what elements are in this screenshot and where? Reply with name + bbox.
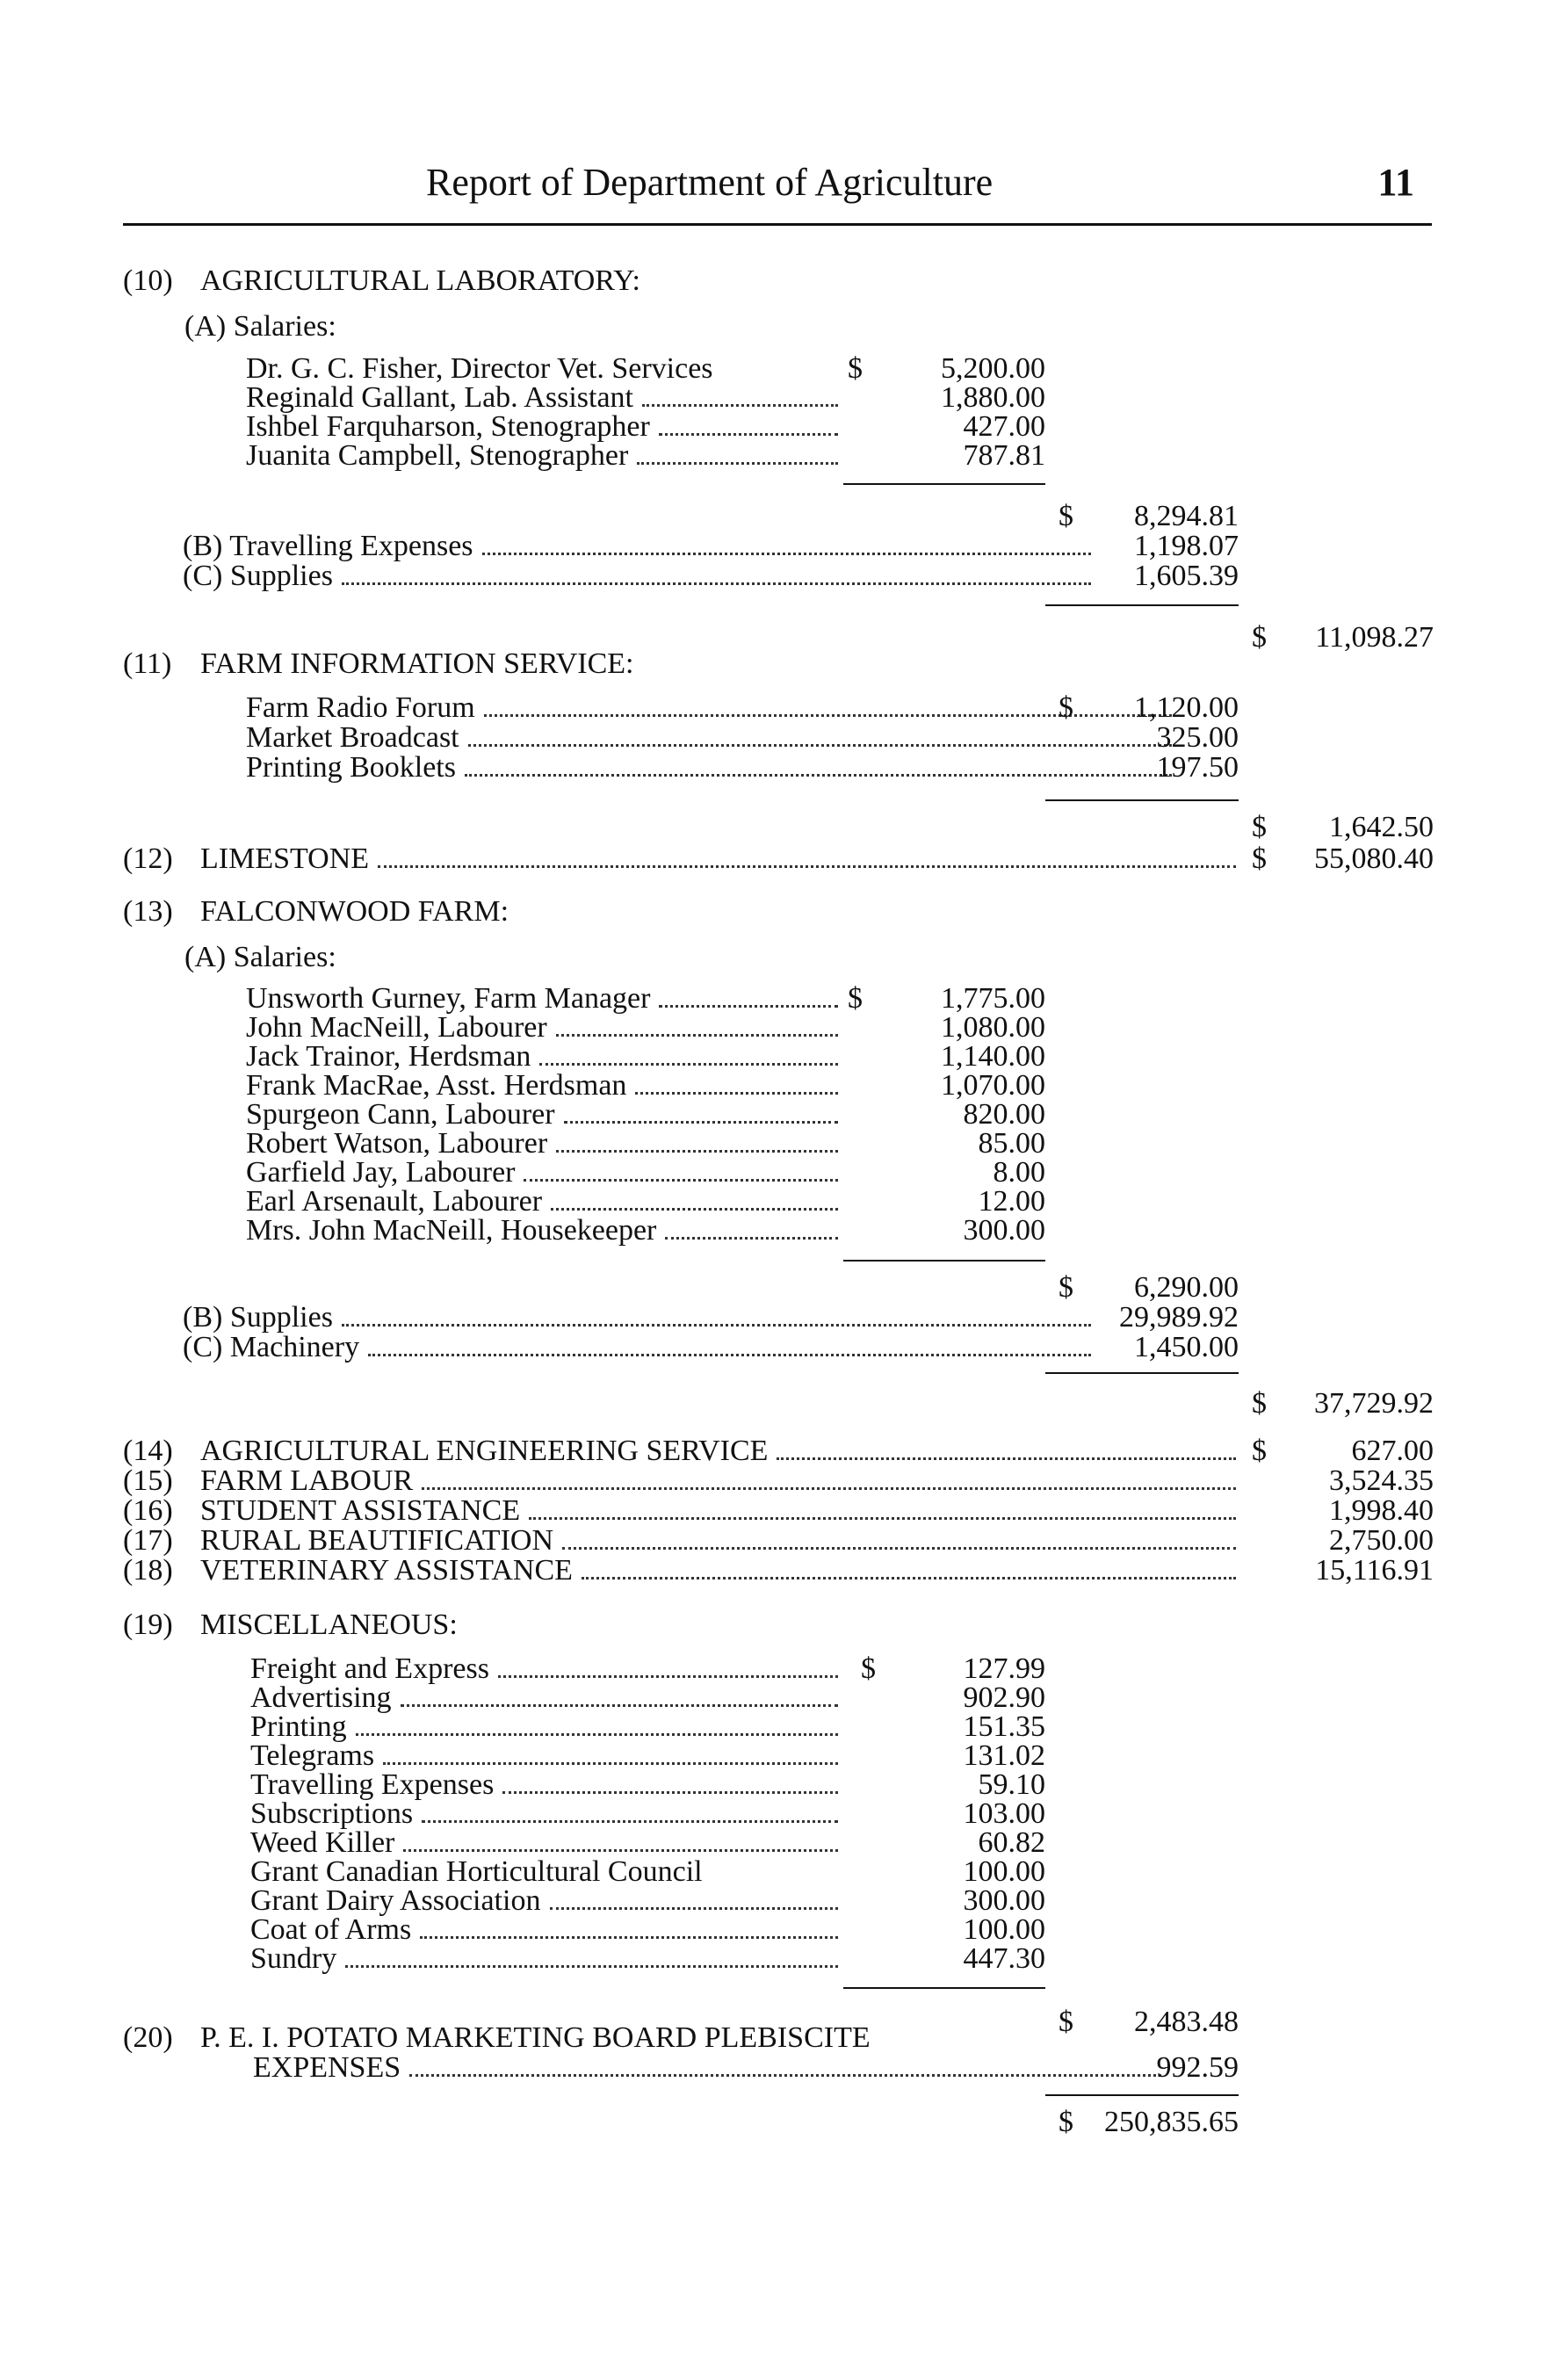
section-number: (19) [123, 1609, 173, 1641]
section-title: AGRICULTURAL ENGINEERING SERVICE [200, 1435, 769, 1467]
section-total: 2,750.00 [1329, 1524, 1434, 1557]
row-label: Advertising [250, 1681, 392, 1714]
row-label: (B) Supplies [183, 1301, 333, 1334]
row-label: Reginald Gallant, Lab. Assistant [246, 381, 633, 414]
section-title: FARM LABOUR [200, 1464, 414, 1497]
leader-dots [642, 404, 838, 407]
row-amount: 1,605.39 [1134, 560, 1239, 592]
leader-dots [562, 1547, 1236, 1550]
currency-symbol: $ [1252, 1387, 1267, 1420]
leader-dots [659, 433, 838, 436]
section-total: 1,998.40 [1329, 1494, 1434, 1527]
table-row [123, 559, 1239, 594]
leader-dots [342, 1324, 1091, 1327]
section-number: (20) [123, 2021, 173, 2054]
currency-symbol: $ [861, 1652, 876, 1685]
subtotal-rule [1045, 1372, 1239, 1374]
row-label: Grant Dairy Association [250, 1884, 541, 1917]
row-label: Frank MacRae, Asst. Herdsman [246, 1069, 627, 1102]
leader-dots [539, 1063, 838, 1066]
leader-dots [524, 1179, 838, 1182]
currency-symbol: $ [1252, 1435, 1267, 1467]
subsection-a-label [184, 940, 712, 975]
section-title: LIMESTONE [200, 842, 370, 875]
row-label: Ishbel Farquharson, Stenographer [246, 410, 650, 443]
subtotal-rule [843, 1260, 1045, 1262]
row-label: Farm Radio Forum [246, 691, 475, 724]
section-heading-13 [123, 894, 1089, 929]
page-number: 11 [1377, 161, 1414, 204]
row-amount: 447.30 [963, 1942, 1045, 1975]
row-label: Spurgeon Cann, Labourer [246, 1098, 555, 1131]
row-label: Mrs. John MacNeill, Housekeeper [246, 1214, 657, 1247]
row-amount: 60.82 [978, 1826, 1045, 1859]
table-row [246, 438, 1045, 474]
row-label: (B) Travelling Expenses [183, 530, 473, 562]
row-label: Travelling Expenses [250, 1768, 495, 1801]
section-title: RURAL BEAUTIFICATION [200, 1524, 554, 1557]
row-amount: 8,294.81 [1134, 500, 1239, 532]
row-label: Market Broadcast [246, 721, 459, 754]
currency-symbol: $ [848, 352, 863, 385]
section-title: P. E. I. POTATO MARKETING BOARD PLEBISCITE [200, 2021, 871, 2054]
row-amount: 5,200.00 [941, 352, 1045, 385]
row-amount: 100.00 [963, 1913, 1045, 1946]
table-row [250, 1941, 1045, 1977]
leader-dots [465, 774, 1172, 777]
row-label: Garfield Jay, Labourer [246, 1156, 516, 1189]
row-amount: 85.00 [978, 1127, 1045, 1160]
row-label: Jack Trainor, Herdsman [246, 1040, 531, 1073]
leader-dots [582, 1577, 1236, 1580]
section-total: 15,116.91 [1315, 1554, 1434, 1587]
leader-dots [383, 1762, 838, 1765]
page-title: Report of Department of Agriculture [426, 161, 994, 204]
row-amount: 427.00 [963, 410, 1045, 443]
section-number: (13) [123, 895, 173, 928]
row-label: Printing [250, 1710, 347, 1743]
subtotal-rule [1045, 604, 1239, 606]
row-label: Freight and Express [250, 1652, 489, 1685]
row-amount: 197.50 [1156, 751, 1239, 784]
section-heading-10 [123, 264, 1441, 299]
grand-total-row [123, 2105, 1239, 2140]
leader-dots [401, 1704, 838, 1707]
row-amount: 1,775.00 [941, 982, 1045, 1015]
section-title: FARM INFORMATION SERVICE: [200, 647, 634, 680]
row-amount: 103.00 [963, 1797, 1045, 1830]
leader-dots [529, 1517, 1236, 1520]
section-number: (10) [123, 264, 173, 297]
row-amount: 6,290.00 [1134, 1271, 1239, 1304]
section-total: 3,524.35 [1329, 1464, 1434, 1497]
row-amount: 787.81 [963, 439, 1045, 472]
section-total: 1,642.50 [1329, 811, 1434, 843]
currency-symbol: $ [1252, 842, 1267, 875]
leader-dots [482, 553, 1091, 555]
row-amount: 59.10 [978, 1768, 1045, 1801]
row-label: (C) Machinery [183, 1331, 360, 1363]
section-title: AGRICULTURAL LABORATORY: [200, 264, 640, 297]
row-label: Coat of Arms [250, 1913, 412, 1946]
row-amount: 29,989.92 [1119, 1301, 1239, 1334]
row-amount: 300.00 [963, 1214, 1045, 1247]
subtotal-rule [1045, 2094, 1239, 2096]
row-label: Grant Canadian Horticultural Council [250, 1855, 703, 1888]
row-label: Printing Booklets [246, 751, 456, 784]
row-amount: 820.00 [963, 1098, 1045, 1131]
section-number: (11) [123, 647, 172, 680]
section-title: FALCONWOOD FARM: [200, 895, 509, 928]
row-amount: 12.00 [978, 1185, 1045, 1218]
leader-dots [564, 1121, 838, 1124]
row-amount: 151.35 [963, 1710, 1045, 1743]
section-number: (12) [123, 842, 173, 875]
section-heading-11 [123, 647, 1089, 682]
row-label: (C) Supplies [183, 560, 333, 592]
currency-symbol: $ [1059, 2106, 1073, 2138]
section-title: STUDENT ASSISTANCE [200, 1494, 521, 1527]
subsection-label: (A) Salaries: [184, 310, 336, 343]
section-title: VETERINARY ASSISTANCE [200, 1554, 573, 1587]
leader-dots [659, 1005, 838, 1008]
subsection-a-label [184, 309, 712, 344]
leader-dots [637, 462, 838, 465]
row-amount: 1,198.07 [1134, 530, 1239, 562]
section-title: MISCELLANEOUS: [200, 1609, 458, 1641]
currency-symbol: $ [1059, 1271, 1073, 1304]
row-label: Subscriptions [250, 1797, 414, 1830]
leader-dots [420, 1936, 838, 1939]
section-number: (16) [123, 1494, 173, 1527]
section-total-row [123, 810, 1434, 845]
leader-dots [409, 2074, 1161, 2077]
row-amount: 1,140.00 [941, 1040, 1045, 1073]
row-amount: 902.90 [963, 1681, 1045, 1714]
table-row [123, 1330, 1239, 1365]
section-total: 55,080.40 [1314, 842, 1434, 875]
currency-symbol: $ [1252, 621, 1267, 654]
row-amount: 1,070.00 [941, 1069, 1045, 1102]
leader-dots [356, 1733, 838, 1736]
section-row-18 [123, 1553, 1434, 1588]
subtotal-rule [1045, 799, 1239, 801]
row-label: Robert Watson, Labourer [246, 1127, 548, 1160]
row-label: Juanita Campbell, Stenographer [246, 439, 629, 472]
leader-dots [378, 865, 1236, 868]
section-number: (18) [123, 1554, 173, 1587]
row-label: John MacNeill, Labourer [246, 1011, 547, 1044]
row-amount: 300.00 [963, 1884, 1045, 1917]
section-heading-19 [123, 1608, 1089, 1643]
leader-dots [635, 1092, 838, 1095]
section-title-continued: EXPENSES [253, 2051, 401, 2084]
row-amount: 1,120.00 [1134, 691, 1239, 724]
leader-dots [342, 582, 1091, 585]
leader-dots [502, 1791, 838, 1794]
table-row [123, 750, 1239, 785]
leader-dots [403, 1849, 838, 1852]
subsection-label: (A) Salaries: [184, 941, 336, 973]
section-total: 2,483.48 [1134, 2006, 1239, 2038]
row-label: Telegrams [250, 1739, 375, 1772]
header-rule [123, 223, 1432, 226]
row-label: Unsworth Gurney, Farm Manager [246, 982, 651, 1015]
row-label: Dr. G. C. Fisher, Director Vet. Services [246, 352, 713, 385]
section-total-row [123, 1386, 1434, 1421]
section-total: 11,098.27 [1315, 621, 1434, 654]
currency-symbol: $ [1252, 811, 1267, 843]
row-amount: 1,450.00 [1134, 1331, 1239, 1363]
section-total: 37,729.92 [1314, 1387, 1434, 1420]
row-amount: 127.99 [963, 1652, 1045, 1685]
row-amount: 1,080.00 [941, 1011, 1045, 1044]
leader-dots [345, 1965, 838, 1968]
leader-dots [777, 1457, 1236, 1460]
subtotal-rule [843, 483, 1045, 485]
leader-dots [556, 1150, 838, 1153]
leader-dots [551, 1208, 838, 1211]
row-amount: 131.02 [963, 1739, 1045, 1772]
grand-total: 250,835.65 [1104, 2106, 1239, 2138]
section-total: 627.00 [1351, 1435, 1434, 1467]
leader-dots [468, 744, 1172, 747]
row-label: Weed Killer [250, 1826, 395, 1859]
page-header [123, 160, 1432, 221]
leader-dots [422, 1820, 838, 1823]
leader-dots [368, 1354, 1091, 1356]
section-number: (14) [123, 1435, 173, 1467]
row-label: Earl Arsenault, Labourer [246, 1185, 543, 1218]
row-amount: 8.00 [993, 1156, 1045, 1189]
section-number: (15) [123, 1464, 173, 1497]
leader-dots [550, 1907, 839, 1910]
row-amount: 992.59 [1156, 2051, 1239, 2084]
section-number: (17) [123, 1524, 173, 1557]
row-label: Sundry [250, 1942, 337, 1975]
leader-dots [422, 1487, 1236, 1490]
currency-symbol: $ [1059, 2006, 1073, 2038]
leader-dots [665, 1237, 838, 1240]
section-row-12 [123, 842, 1434, 877]
section-row-20-line2 [123, 2050, 1239, 2086]
row-amount: 1,880.00 [941, 381, 1045, 414]
currency-symbol: $ [1059, 500, 1073, 532]
currency-symbol: $ [848, 982, 863, 1015]
subtotal-rule [843, 1987, 1045, 1989]
currency-symbol: $ [1059, 691, 1073, 724]
row-amount: 325.00 [1156, 721, 1239, 754]
leader-dots [498, 1675, 838, 1678]
leader-dots [556, 1034, 838, 1037]
table-row [246, 1213, 1045, 1248]
row-amount: 100.00 [963, 1855, 1045, 1888]
